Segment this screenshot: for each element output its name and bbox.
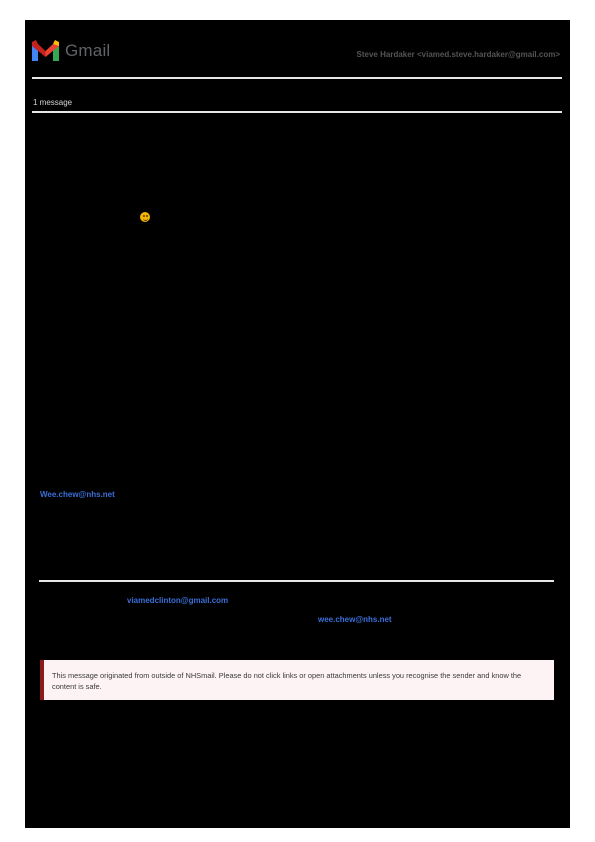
smiley-emoji-icon bbox=[140, 212, 150, 222]
sender-name-email: Steve Hardaker <viamed.steve.hardaker@gmail.com> bbox=[356, 50, 560, 59]
message-count: 1 message bbox=[33, 98, 73, 107]
gmail-wordmark: Gmail bbox=[65, 40, 111, 60]
gmail-logo bbox=[32, 40, 110, 61]
from-email-link[interactable]: viamedclinton@gmail.com bbox=[127, 596, 229, 605]
gmail-m-icon bbox=[32, 40, 59, 61]
header-divider bbox=[32, 77, 562, 79]
email-link-wee-chew[interactable]: Wee.chew@nhs.net bbox=[40, 490, 115, 499]
quoted-message-divider bbox=[39, 580, 554, 582]
subject-divider bbox=[32, 111, 562, 113]
email-print-page bbox=[25, 20, 570, 828]
to-email-link[interactable]: wee.chew@nhs.net bbox=[318, 615, 392, 624]
warning-banner-text: This message originated from outside of NHSmail. Please do not click links or open attachments unless you recognise the sender and know the content is safe. bbox=[52, 671, 522, 691]
external-sender-warning-banner bbox=[40, 660, 554, 700]
